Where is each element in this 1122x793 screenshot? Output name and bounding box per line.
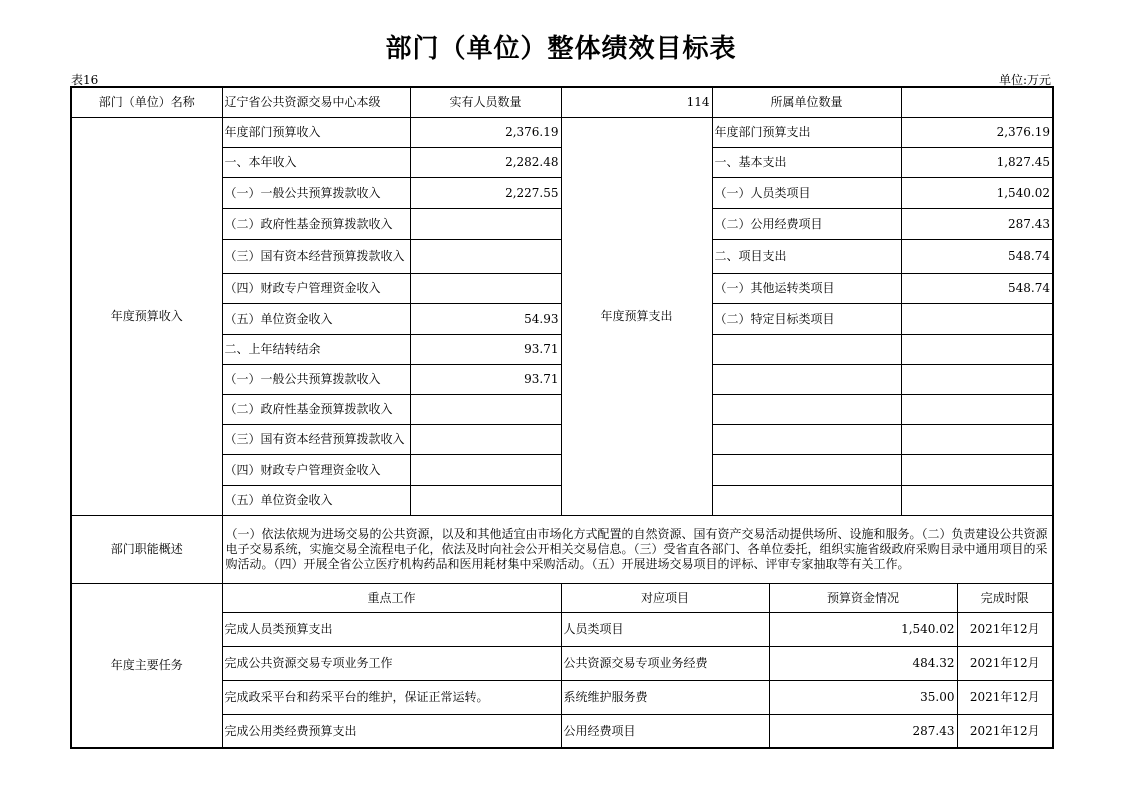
task-work: 完成公共资源交易专项业务工作 xyxy=(222,646,561,680)
column-header-budget: 预算资金情况 xyxy=(769,583,957,612)
income-item-value xyxy=(410,454,561,485)
expense-item-value: 1,540.02 xyxy=(901,177,1053,208)
expense-item-label xyxy=(712,364,901,394)
task-project: 公共资源交易专项业务经费 xyxy=(561,646,769,680)
task-budget: 287.43 xyxy=(769,714,957,748)
task-deadline: 2021年12月 xyxy=(957,680,1053,714)
task-project: 人员类项目 xyxy=(561,612,769,646)
expense-item-label xyxy=(712,394,901,424)
income-item-label: （一）一般公共预算拨款收入 xyxy=(222,177,410,208)
expense-item-value xyxy=(901,454,1053,485)
expense-section-label: 年度预算支出 xyxy=(561,117,712,515)
income-item-value: 93.71 xyxy=(410,364,561,394)
income-item-label: （二）政府性基金预算拨款收入 xyxy=(222,394,410,424)
expense-item-value: 548.74 xyxy=(901,239,1053,273)
expense-item-value: 548.74 xyxy=(901,273,1053,303)
income-item-label: （三）国有资本经营预算拨款收入 xyxy=(222,424,410,454)
staff-count-label: 实有人员数量 xyxy=(410,87,561,117)
expense-item-label: 一、基本支出 xyxy=(712,147,901,177)
income-item-label: （一）一般公共预算拨款收入 xyxy=(222,364,410,394)
expense-item-value: 1,827.45 xyxy=(901,147,1053,177)
column-header-deadline: 完成时限 xyxy=(957,583,1053,612)
task-deadline: 2021年12月 xyxy=(957,714,1053,748)
unit-label: 单位:万元 xyxy=(998,73,1051,87)
expense-item-value xyxy=(901,485,1053,515)
income-item-label: （五）单位资金收入 xyxy=(222,485,410,515)
expense-item-label: （二）特定目标类项目 xyxy=(712,303,901,334)
income-item-label: （四）财政专户管理资金收入 xyxy=(222,273,410,303)
tasks-label: 年度主要任务 xyxy=(71,583,222,748)
expense-item-value xyxy=(901,394,1053,424)
income-item-value xyxy=(410,424,561,454)
expense-item-value xyxy=(901,364,1053,394)
page-title: 部门（单位）整体绩效目标表 xyxy=(385,34,737,64)
budget-row xyxy=(71,117,1053,147)
task-budget: 484.32 xyxy=(769,646,957,680)
income-item-label: 一、本年收入 xyxy=(222,147,410,177)
task-deadline: 2021年12月 xyxy=(957,646,1053,680)
subunit-count-label: 所属单位数量 xyxy=(712,87,901,117)
functions-row xyxy=(71,515,1053,583)
performance-target-table xyxy=(70,86,1054,749)
task-budget: 1,540.02 xyxy=(769,612,957,646)
income-item-label: 年度部门预算收入 xyxy=(222,117,410,147)
task-budget: 35.00 xyxy=(769,680,957,714)
dept-name-label: 部门（单位）名称 xyxy=(71,87,222,117)
task-deadline: 2021年12月 xyxy=(957,612,1053,646)
expense-item-value: 2,376.19 xyxy=(901,117,1053,147)
tasks-header-row xyxy=(71,583,1053,612)
staff-count-value: 114 xyxy=(561,87,712,117)
column-header-project: 对应项目 xyxy=(561,583,769,612)
income-item-label: （四）财政专户管理资金收入 xyxy=(222,454,410,485)
expense-item-label xyxy=(712,454,901,485)
income-item-value: 54.93 xyxy=(410,303,561,334)
income-item-value: 2,376.19 xyxy=(410,117,561,147)
functions-label: 部门职能概述 xyxy=(71,515,222,583)
expense-item-label: （二）公用经费项目 xyxy=(712,208,901,239)
expense-item-value xyxy=(901,303,1053,334)
expense-item-label xyxy=(712,424,901,454)
functions-text: （一）依法依规为进场交易的公共资源，以及和其他适宜由市场化方式配置的自然资源、国有资产交易活动提供场所、设施和服务。（二）负责建设公共资源电子交易系统，实施交易全流程电子化，依法及时向社会公开相关交易信息。（三）受省直各部门、各单位委托，组织实施省级政府采购目录中通用项目的采购活动。（四）开展全省公立医疗机构药品和医用耗材集中采购活动。（五）开展进场交易项目的评标、评审专家抽取等有关工作。 xyxy=(222,515,1053,583)
table-number: 表16 xyxy=(71,73,99,87)
income-item-value: 2,282.48 xyxy=(410,147,561,177)
expense-item-label: 二、项目支出 xyxy=(712,239,901,273)
income-item-value xyxy=(410,273,561,303)
income-item-value xyxy=(410,239,561,273)
expense-item-label: （一）人员类项目 xyxy=(712,177,901,208)
expense-item-value xyxy=(901,334,1053,364)
expense-item-value xyxy=(901,424,1053,454)
income-section-label: 年度预算收入 xyxy=(71,117,222,515)
task-project: 系统维护服务费 xyxy=(561,680,769,714)
expense-item-label: 年度部门预算支出 xyxy=(712,117,901,147)
income-item-label: 二、上年结转结余 xyxy=(222,334,410,364)
column-header-work: 重点工作 xyxy=(222,583,561,612)
expense-item-value: 287.43 xyxy=(901,208,1053,239)
income-item-value xyxy=(410,208,561,239)
dept-name-value: 辽宁省公共资源交易中心本级 xyxy=(222,87,410,117)
income-item-label: （三）国有资本经营预算拨款收入 xyxy=(222,239,410,273)
income-item-label: （二）政府性基金预算拨款收入 xyxy=(222,208,410,239)
expense-item-label xyxy=(712,334,901,364)
expense-item-label xyxy=(712,485,901,515)
income-item-value: 93.71 xyxy=(410,334,561,364)
income-item-value xyxy=(410,485,561,515)
task-project: 公用经费项目 xyxy=(561,714,769,748)
task-work: 完成公用类经费预算支出 xyxy=(222,714,561,748)
task-work: 完成政采平台和药采平台的维护，保证正常运转。 xyxy=(222,680,561,714)
income-item-value: 2,227.55 xyxy=(410,177,561,208)
income-item-value xyxy=(410,394,561,424)
task-work: 完成人员类预算支出 xyxy=(222,612,561,646)
expense-item-label: （一）其他运转类项目 xyxy=(712,273,901,303)
income-item-label: （五）单位资金收入 xyxy=(222,303,410,334)
header-row xyxy=(71,87,1053,117)
subunit-count-value xyxy=(901,87,1053,117)
